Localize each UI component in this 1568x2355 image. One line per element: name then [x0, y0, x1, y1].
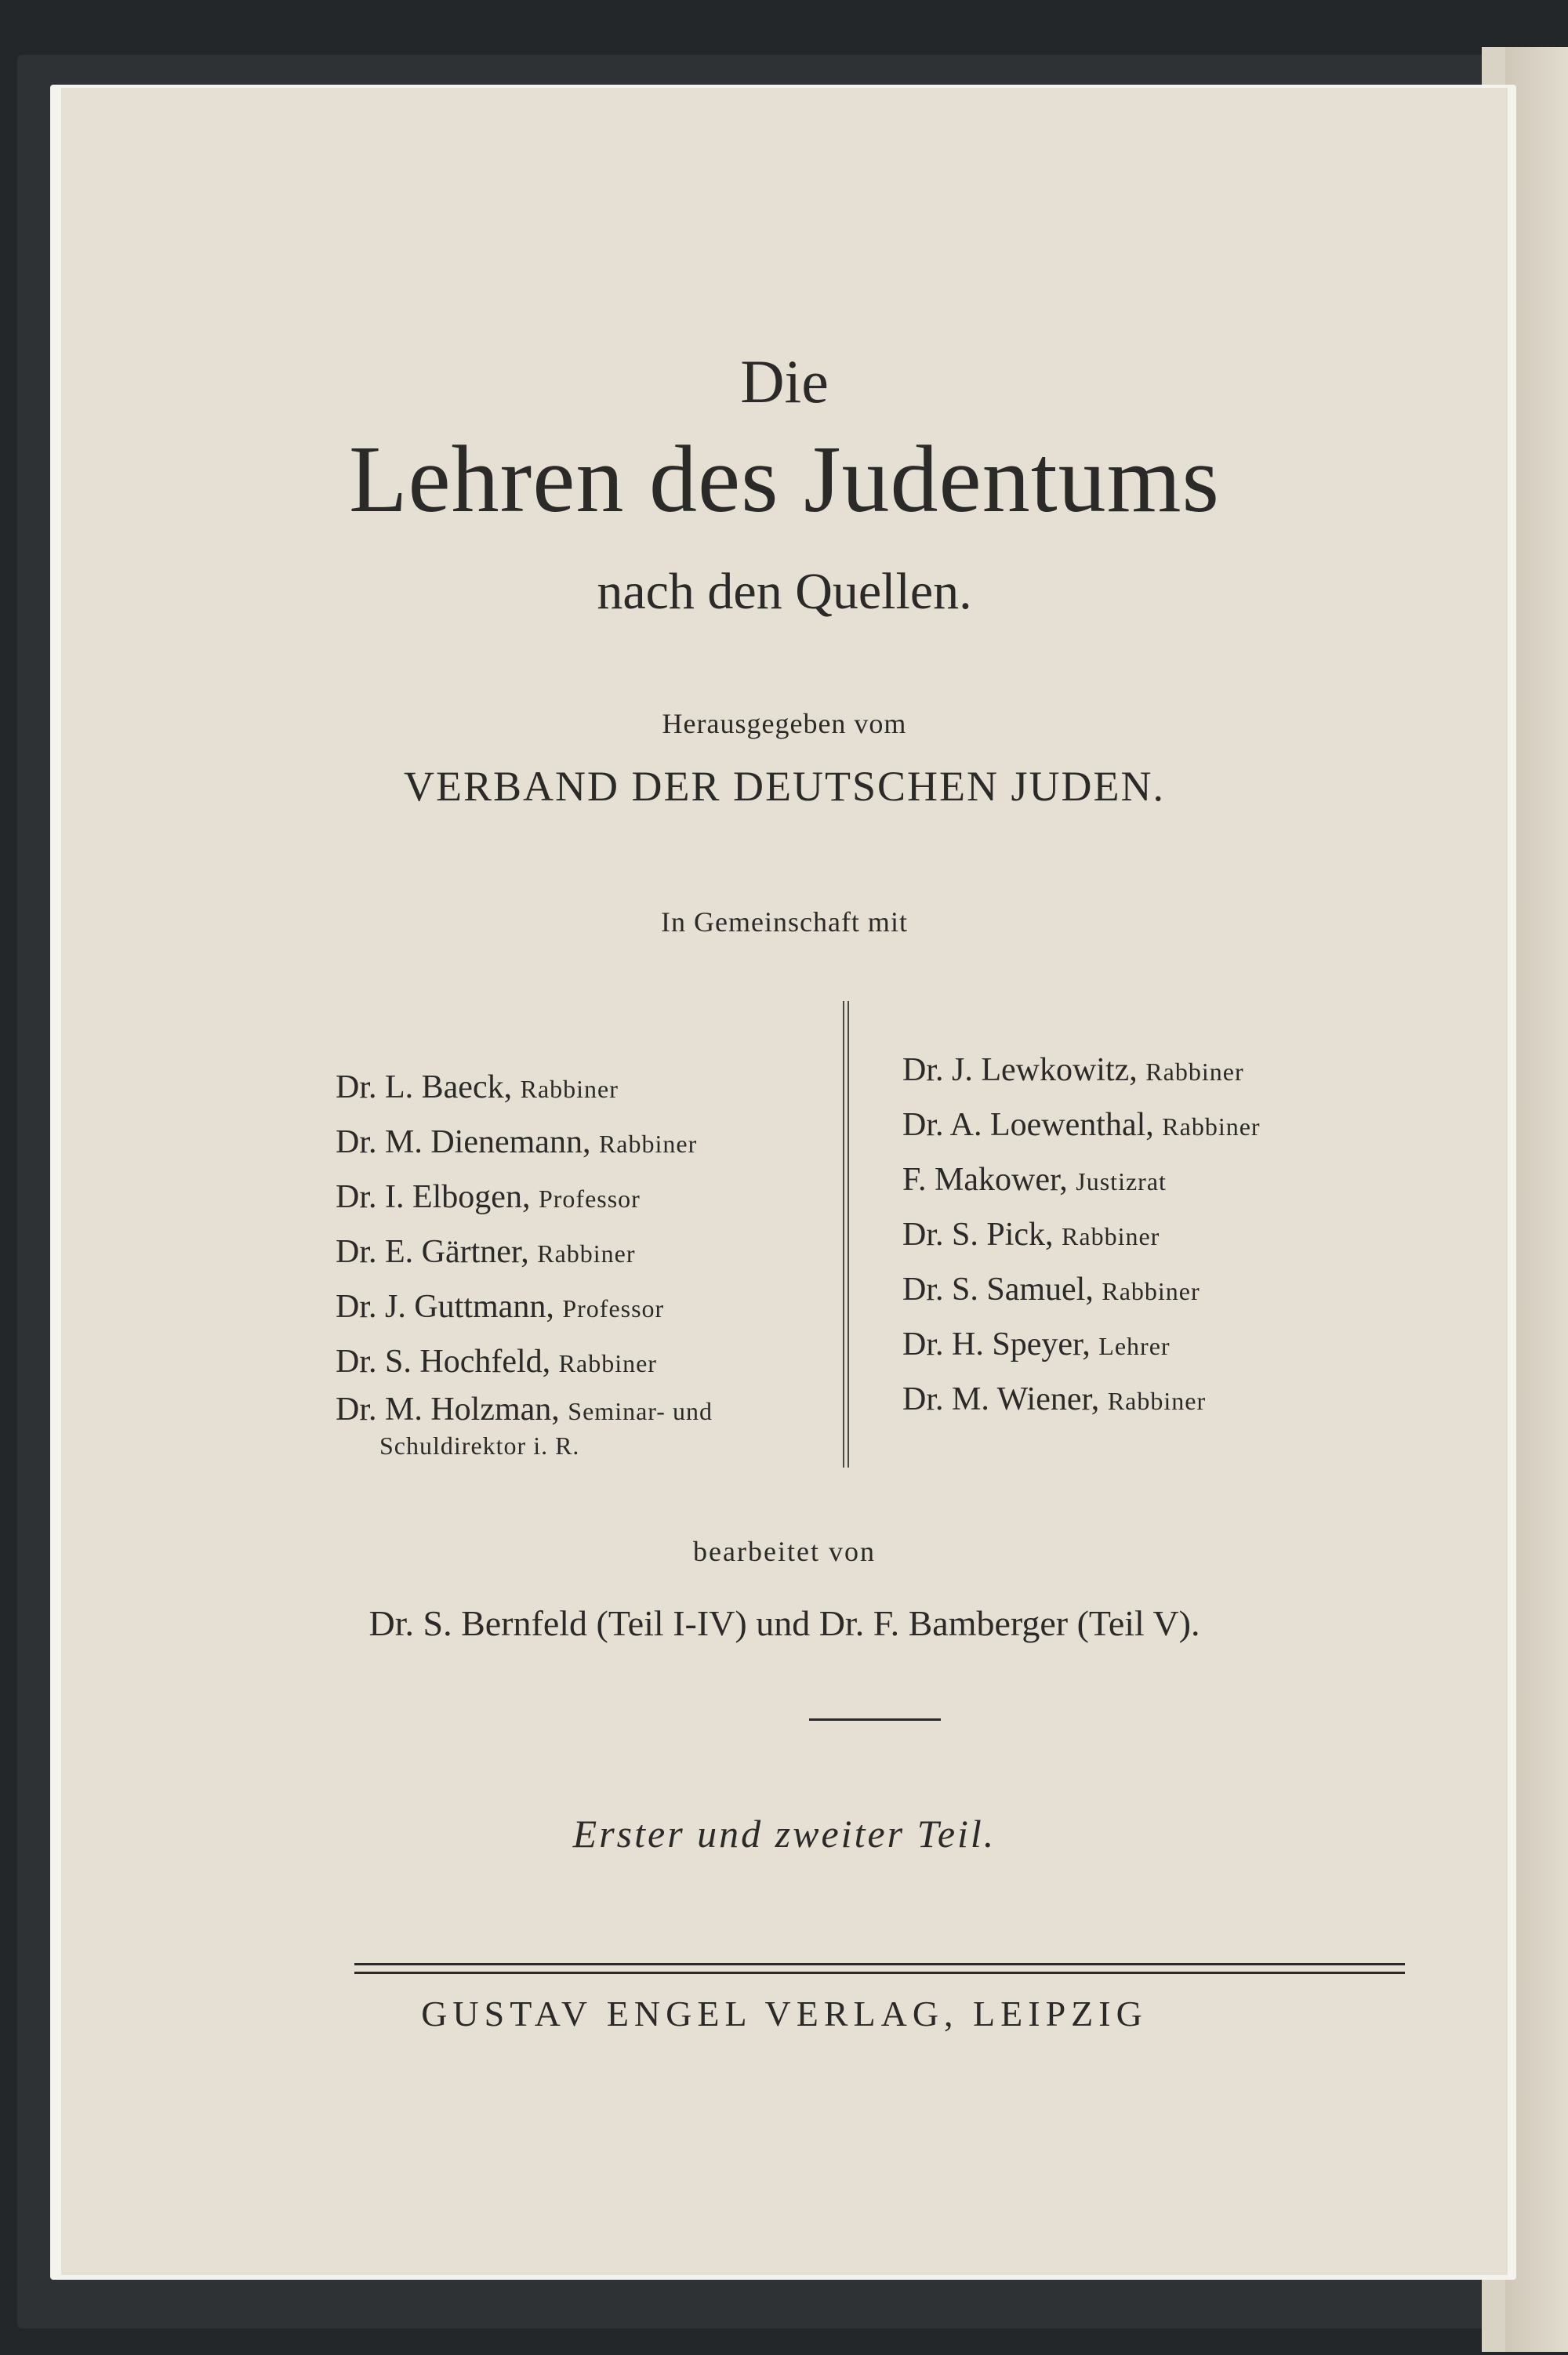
contributor-role: Justizrat [1076, 1167, 1167, 1196]
contributor-entry [336, 1389, 713, 1471]
contributor-role-continued: Schuldirektor i. R. [379, 1432, 580, 1460]
main-title: Lehren des Judentums [349, 426, 1220, 532]
contributor-entry [336, 1334, 713, 1389]
contributor-role: Rabbiner [520, 1075, 619, 1103]
title-line-1: Die [740, 347, 829, 415]
contributor-name: Dr. S. Hochfeld, [336, 1344, 551, 1380]
contributor-entry [902, 1207, 1261, 1262]
contributor-role: Rabbiner [558, 1349, 657, 1377]
contributor-role: Rabbiner [598, 1130, 698, 1158]
contributor-role: Rabbiner [1145, 1058, 1244, 1086]
contributor-name: Dr. S. Samuel, [902, 1272, 1094, 1308]
editor-prefix: Herausgegeben vom [662, 708, 907, 739]
contributor-role: Rabbiner [537, 1239, 636, 1268]
contributor-role: Professor [538, 1185, 641, 1213]
contributor-name: Dr. S. Pick, [902, 1217, 1054, 1253]
contributor-role: Rabbiner [1102, 1277, 1200, 1305]
contributor-name: Dr. A. Loewenthal, [902, 1107, 1154, 1143]
contributor-role: Rabbiner [1107, 1387, 1207, 1415]
contributor-name: Dr. E. Gärtner, [336, 1234, 529, 1270]
contributor-entry [336, 1170, 713, 1225]
authors-line: Dr. S. Bernfeld (Teil I-IV) und Dr. F. Bamberger (Teil V). [368, 1603, 1200, 1643]
contributor-entry [902, 1043, 1261, 1098]
contributor-role: Rabbiner [1162, 1112, 1261, 1141]
contributor-name: Dr. M. Wiener, [902, 1381, 1100, 1417]
edited-by-label: bearbeitet von [693, 1536, 876, 1567]
contributor-role: Professor [562, 1294, 665, 1323]
contributor-entry [902, 1372, 1261, 1427]
contributor-entry [336, 1225, 713, 1279]
contributor-entry [902, 1262, 1261, 1317]
title-page [61, 88, 1508, 2275]
column-divider [843, 1001, 849, 1468]
publisher-double-rule [354, 1963, 1405, 1974]
contributor-entry [336, 1060, 713, 1115]
contributor-entry [902, 1098, 1261, 1152]
contributors-right-column [902, 1043, 1261, 1427]
subtitle: nach den Quellen. [597, 563, 972, 620]
editor-name: VERBAND DER DEUTSCHEN JUDEN. [404, 763, 1165, 810]
contributor-entry [336, 1279, 713, 1334]
contributor-role: Seminar- und [568, 1397, 713, 1425]
separator-rule [809, 1718, 941, 1721]
contributors-left-column [336, 1060, 713, 1471]
contributor-name: Dr. I. Elbogen, [336, 1179, 531, 1215]
volume-label: Erster und zweiter Teil. [572, 1812, 996, 1856]
publisher-imprint: GUSTAV ENGEL VERLAG, LEIPZIG [421, 1994, 1148, 2034]
contributor-entry [902, 1152, 1261, 1207]
contributor-name: F. Makower, [902, 1162, 1068, 1198]
contributor-name: Dr. J. Guttmann, [336, 1289, 554, 1325]
contributor-entry [336, 1115, 713, 1170]
collaboration-label: In Gemeinschaft mit [661, 906, 908, 938]
contributor-name: Dr. H. Speyer, [902, 1326, 1091, 1363]
contributor-role: Rabbiner [1062, 1222, 1160, 1250]
contributor-name: Dr. L. Baeck, [336, 1069, 513, 1105]
contributor-name: Dr. J. Lewkowitz, [902, 1052, 1138, 1088]
contributor-role: Lehrer [1098, 1332, 1171, 1360]
contributor-entry [902, 1317, 1261, 1372]
contributor-name: Dr. M. Holzman, [336, 1392, 560, 1428]
contributor-name: Dr. M. Dienemann, [336, 1124, 591, 1160]
